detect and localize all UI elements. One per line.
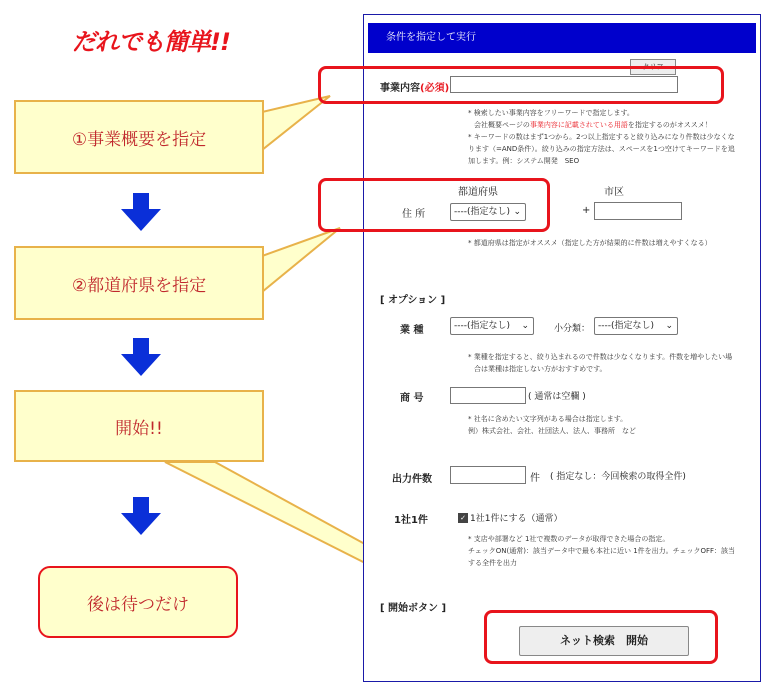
highlight-start [484,610,718,664]
business-note3: * キーワードの数はまず1つから。2つ以上指定すると絞り込みになり件数は少なくな [468,133,735,141]
option-header: [ オプション ] [380,295,446,306]
start-search-button[interactable]: ネット検索 開始 [519,626,689,656]
one-per-company-checkbox[interactable]: ✓ [458,513,468,523]
one-per-company-note1: * 支店や部署など 1社で複数のデータが取得できた場合の指定。 [468,535,670,543]
company-note2: 例）株式会社、会社、社団法人、法人、事務所 など [468,427,636,435]
headline: だれでも簡単!! [72,28,230,56]
business-note5: 加します。例：システム開発 SEO [468,157,580,165]
company-note1: * 社名に含めたい文字列がある場合は指定します。 [468,415,628,423]
callout-step3 [14,390,264,462]
industry-label: 業 種 [400,325,424,336]
panel-header: 条件を指定して実行 [368,23,756,53]
pref-header: 都道府県 [458,187,498,198]
subcategory-select[interactable] [594,317,678,335]
down-arrow-icon [121,338,161,378]
one-per-company-label: 1社1件 [394,515,428,526]
output-hint: ( 指定なし：今回検索の取得全件) [550,472,686,482]
address-label: 住 所 [402,209,426,220]
callout-step1 [14,100,264,174]
industry-select[interactable] [450,317,534,335]
prefecture-value: ----(指定なし) [454,207,511,217]
city-input[interactable] [594,202,682,220]
chevron-down-icon: ⌄ [513,207,521,217]
company-label: 商 号 [400,393,424,404]
highlight-prefecture [318,178,550,232]
one-per-company-note3: する全件を出力 [468,559,517,567]
output-unit: 件 [530,473,540,484]
required-mark: (必須) [420,83,450,94]
subcategory-value: ----(指定なし) [598,321,655,331]
one-per-company-checkbox-label[interactable]: 1社1件にする（通常） [470,514,563,524]
highlight-business [318,66,724,104]
pointer-step1 [262,96,330,150]
clear-button[interactable]: クリア [630,59,676,75]
business-notes [468,107,754,167]
business-note2-post: を指定するのがオススメ！ [627,121,712,129]
company-hint: ( 通常は空欄 ) [528,392,586,402]
business-note1: * 検索したい事業内容をフリーワードで指定します。 [468,109,634,117]
one-per-company-notes [468,533,758,569]
callout-step4-text: 後は待つだけ [87,594,189,615]
city-header: 市区 [604,187,624,198]
plus-sign: + [582,205,591,216]
industry-note2: 合は業種は指定しない方がおすすめです。 [474,365,607,373]
callout-step2 [14,246,264,320]
callout-step3-text: 開始!! [115,418,163,439]
business-note2 [468,119,754,131]
industry-notes [468,351,758,375]
pointer-step2 [262,228,340,292]
output-label: 出力件数 [392,474,432,485]
chevron-down-icon: ⌄ [521,321,529,331]
business-label-text: 事業内容 [380,83,420,94]
subcategory-label: 小分類： [554,324,591,334]
down-arrow-icon [121,497,161,537]
address-note: * 都道府県は指定がオススメ（指定した方が結果的に件数は増えやすくなる） [468,239,712,247]
callout-step1-text: ①事業概要を指定 [71,129,207,150]
callout-step2-text: ②都道府県を指定 [71,275,207,296]
company-notes [468,413,758,437]
business-note4: ります（=AND条件）。絞り込みの指定方法は、スペースを1つ空けてキーワードを追 [468,145,735,153]
start-header: [ 開始ボタン ] [380,603,447,614]
down-arrow-icon [121,193,161,233]
callout-step4 [38,566,238,638]
business-note2-pre: 会社概要ページの [474,121,530,129]
chevron-down-icon: ⌄ [665,321,673,331]
company-input[interactable] [450,387,526,404]
business-note2-red: 事業内容に記載されている用語 [529,121,628,129]
one-per-company-note2: チェックON(通常)：該当データ中で最も本社に近い 1件を出力。チェックOFF：該当 [468,547,736,555]
output-count-input[interactable] [450,466,526,484]
industry-value: ----(指定なし) [454,321,511,331]
industry-note1: * 業種を指定すると、絞り込まれるので件数は少なくなります。件数を増やしたい場 [468,353,733,361]
search-form-panel [363,14,761,682]
